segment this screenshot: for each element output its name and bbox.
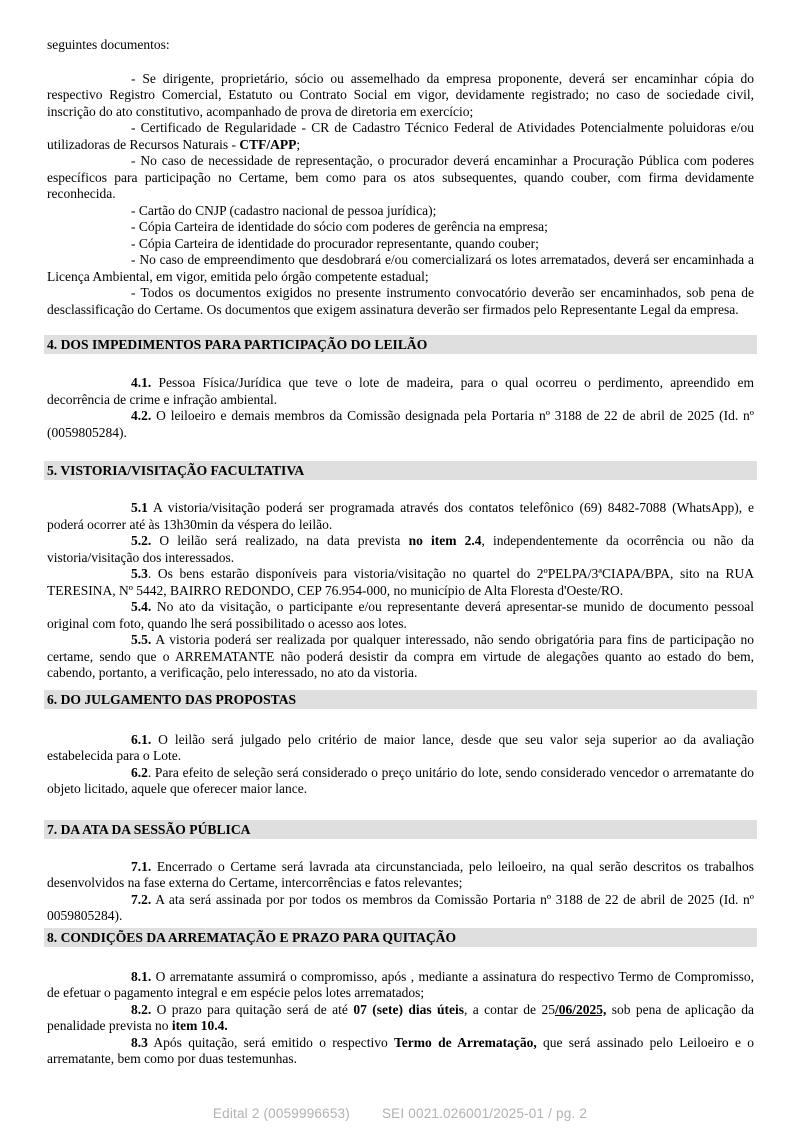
text-segment: 5. VISTORIA/VISITAÇÃO FACULTATIVA [47,463,305,478]
text-segment: item 10.4. [171,1018,228,1033]
text-segment: 5.1 [131,500,148,515]
text-segment: Pessoa Física/Jurídica que teve o lote de madeira, para o qual ocorreu o perdimento, apreendido em decorrência de crime e infração ambiental. [47,375,754,407]
text-segment: 7.2. [131,891,152,907]
paragraph [47,533,754,566]
document-body [47,37,754,1068]
text-segment: - Cartão do CNJP (cadastro nacional de pessoa jurídica); [131,202,437,218]
text-segment: 4. DOS IMPEDIMENTOS PARA PARTICIPAÇÃO DO LEILÃO [47,337,428,352]
text-segment: /06/2025, [554,1001,607,1017]
text-segment: No ato da visitação, o participante e/ou representante deverá apresentar-se munido de documento pessoal original com foto, quando lhe será possibilitado o acesso aos lotes. [47,599,754,631]
text-segment: O prazo para quitação será de até [151,1001,354,1017]
text-segment: - No caso de necessidade de representação, o procurador deverá encaminhar a Procuração Pública com poderes específicos para participação no Certame, bem como para os atos subsequentes, quando couber, com firma devidamente reconhecida. [47,153,754,201]
text-segment: 6. DO JULGAMENTO DAS PROPOSTAS [47,691,297,707]
text-segment: - Se dirigente, proprietário, sócio ou assemelhado da empresa proponente, deverá ser encaminhar cópia do respectivo Registro Comercial, Estatuto ou Contrato Social em vigor, devidamente registrado; no caso de sociedade civil, inscrição do ato constitutivo, acompanhado de prova de diretoria em exercício; [47,70,754,119]
text-segment: 8.2. [131,1001,152,1017]
page-footer [0,1106,800,1121]
paragraph [47,375,754,408]
paragraph [47,236,754,253]
text-segment: - Certificado de Regularidade - CR de Cadastro Técnico Federal de Atividades Potencialmente poluidoras e/ou utilizadoras de Recursos Naturais - [47,120,754,152]
text-segment: 4.1. [131,375,152,390]
paragraph [47,71,754,121]
text-segment: . Para efeito de seleção será considerado o preço unitário do lote, sendo considerado vencedor o arrematante do objeto licitado, aquele que oferecer maior lance. [47,764,754,796]
text-segment: no item 2.4 [408,533,482,548]
text-segment: Termo de Arrematação, [394,1034,537,1050]
paragraph [47,1002,754,1035]
text-segment: 8.3 [131,1034,148,1050]
paragraph [47,599,754,632]
text-segment: - Todos os documentos exigidos no presente instrumento convocatório deverão ser encaminhados, sob pena de desclassificação do Certame. Os documentos que exigem assinatura deverão ser firmados pelo Representante Legal da empresa. [47,285,754,317]
text-segment: 7. DA ATA DA SESSÃO PÚBLICA [47,821,251,837]
section-heading [44,820,757,839]
paragraph [47,153,754,203]
text-segment: A vistoria/visitação poderá ser programada através dos contatos telefônico (69) 8482-7088 (WhatsApp), e poderá ocorrer até às 13h30min da véspera do leilão. [47,500,754,532]
paragraph [47,859,754,892]
footer-document-id: Edital 2 (0059996653) [212,1106,350,1121]
text-segment: 7.1. [131,858,152,874]
section-heading [44,461,757,480]
text-segment: 5.2. [131,533,152,548]
paragraph [47,1035,754,1068]
text-segment: , a contar de 25 [464,1001,555,1017]
text-segment: - No caso de empreendimento que desdobrará e/ou comercializará os lotes arrematados, deverá ser encaminhada a Licença Ambiental, em vigor, emitida pelo órgão competente estadual; [47,252,754,284]
text-segment: seguintes documentos: [47,37,170,52]
section-heading [44,928,757,947]
text-segment: A ata será assinada por por todos os membros da Comissão Portaria nº 3188 de 22 de abril de 2025 (Id. nº 0059805284). [47,891,754,923]
text-segment: 07 (sete) dias úteis [353,1001,465,1017]
text-segment: 6.2 [131,764,148,780]
paragraph [47,219,754,236]
text-segment: que será assinado pelo Leiloeiro e o arrematante, bem como por duas testemunhas. [47,1034,754,1066]
text-segment: Após quitação, será emitido o respectivo [147,1034,395,1050]
paragraph [47,500,754,533]
section-heading [44,335,757,354]
text-segment: sob pena de aplicação da penalidade prevista no [47,1001,755,1033]
text-segment: - Cópia Carteira de identidade do procurador representante, quando couber; [131,235,539,251]
text-segment: 4.2. [131,408,152,423]
paragraph [47,120,754,153]
text-segment: 6.1. [131,731,152,747]
paragraph [47,632,754,682]
footer-sei-page-number: SEI 0021.026001/2025-01 / pg. 2 [381,1106,588,1121]
text-segment: O arrematante assumirá o compromisso, após , mediante a assinatura do respectivo Termo de Compromisso, de efetuar o pagamento integral e em espécie pelos lotes arrematados; [47,968,754,1000]
paragraph [47,252,754,285]
text-segment: ; [296,136,301,152]
text-segment: O leiloeiro e demais membros da Comissão designada pela Portaria nº 3188 de 22 de abril de 2025 (Id. nº (0059805284). [47,408,754,440]
paragraph [47,969,754,1002]
text-segment: 8. CONDIÇÕES DA ARREMATAÇÃO E PRAZO PARA QUITAÇÃO [47,929,457,945]
paragraph [47,566,754,599]
text-segment: 8.1. [131,968,152,984]
paragraph [47,732,754,765]
text-segment: CTF/APP [239,136,297,152]
paragraph [47,765,754,798]
text-segment: 5.4. [131,599,152,614]
paragraph [47,892,754,925]
paragraph [47,37,754,54]
text-segment: . Os bens estarão disponíveis para vistoria/visitação no quartel do 2ºPELPA/3ªCIAPA/BPA, sito na RUA TERESINA, Nº 5442, BAIRRO REDONDO, CEP 76.954-000, no município de Alta Floresta d'Oeste/RO. [47,566,754,598]
text-segment: - Cópia Carteira de identidade do sócio com poderes de gerência na empresa; [131,219,548,234]
section-heading [44,690,757,709]
text-segment: O leilão será julgado pelo critério de maior lance, desde que seu valor seja superior ao da avaliação estabelecida para o Lote. [47,731,754,763]
text-segment: 5.5. [131,632,152,647]
paragraph [47,203,754,220]
text-segment: O leilão será realizado, na data prevista [151,533,409,548]
text-segment: 5.3 [131,566,148,581]
paragraph [47,408,754,441]
text-segment: Encerrado o Certame será lavrada ata circunstanciada, pelo leiloeiro, na qual serão descritos os trabalhos desenvolvidos na fase externa do Certame, intercorrências e fatos relevantes; [47,858,754,890]
text-segment: , independentemente da ocorrência ou não da vistoria/visitação dos interessados. [47,533,754,565]
paragraph [47,285,754,318]
text-segment: A vistoria poderá ser realizada por qualquer interessado, não sendo obrigatória para fins de participação no certame, sendo que o ARREMATANTE não poderá desistir da compra em virtude de alegações quanto ao estado do bem, cabendo, portanto, a verificação, pelo interessado, no ato da vistoria. [47,632,754,680]
